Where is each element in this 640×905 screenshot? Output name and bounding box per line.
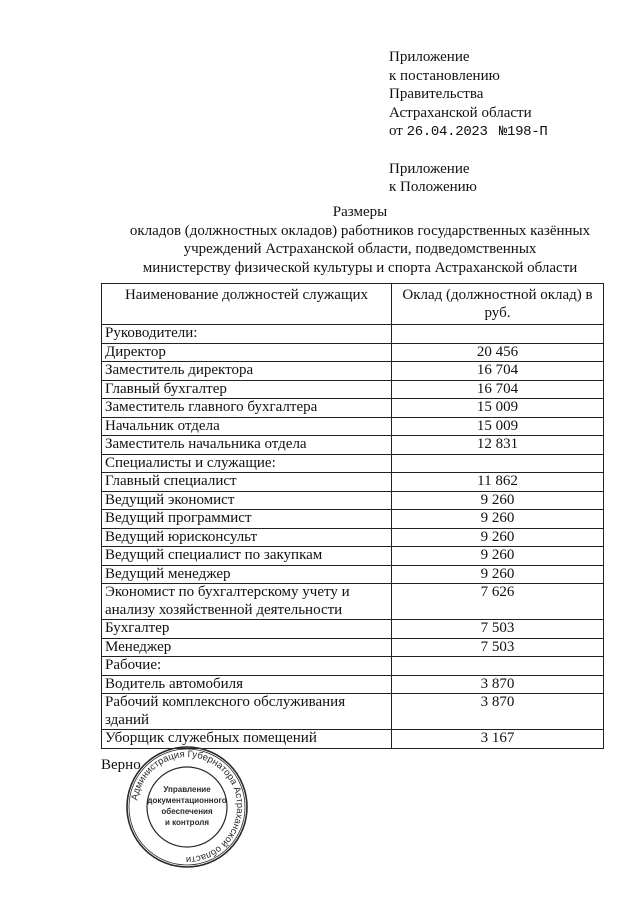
title-line-4: министерству физической культуры и спорта Астраханской области — [142, 259, 578, 276]
table-row — [102, 436, 604, 455]
salary-cell: 11 862 — [392, 473, 604, 492]
salary-cell: 20 456 — [392, 343, 604, 362]
appendix-block — [389, 48, 547, 197]
table-row — [102, 417, 604, 436]
appendix-line-6: Приложение — [389, 160, 470, 177]
salary-cell: 15 009 — [392, 417, 604, 436]
stamp-ring-text: Администрация Губернатора Астраханской области — [129, 748, 246, 866]
position-name-cell: Бухгалтер — [102, 620, 392, 639]
stamp-center-line-3: обеспечения — [161, 807, 213, 816]
salary-table — [101, 283, 604, 749]
table-row — [102, 657, 604, 676]
position-name-cell: Главный бухгалтер — [102, 380, 392, 399]
table-row — [102, 565, 604, 584]
position-name-cell: Ведущий экономист — [102, 491, 392, 510]
verno-label: Верно — [101, 757, 141, 773]
table-row — [102, 528, 604, 547]
position-name-cell: Заместитель главного бухгалтера — [102, 399, 392, 418]
appendix-date-line — [389, 122, 547, 142]
title-line-3: учреждений Астраханской области, подведомственных — [183, 241, 537, 257]
salary-cell: 16 704 — [392, 380, 604, 399]
table-row — [102, 380, 604, 399]
position-name-cell: Ведущий юрисконсульт — [102, 528, 392, 547]
salary-cell — [392, 454, 604, 473]
salary-cell: 16 704 — [392, 362, 604, 381]
table-row — [102, 343, 604, 362]
header-position: Наименование должностей служащих — [102, 284, 392, 325]
decree-date: 26.04.2023 — [406, 124, 488, 140]
document-title — [100, 203, 620, 277]
position-name-cell: Экономист по бухгалтерскому учету и анализу хозяйственной деятельности — [102, 584, 392, 620]
table-row — [102, 362, 604, 381]
salary-cell: 9 260 — [392, 547, 604, 566]
position-name-cell: Заместитель директора — [102, 362, 392, 381]
header-salary: Оклад (должностной оклад) в руб. — [392, 284, 604, 325]
salary-cell: 7 626 — [392, 584, 604, 620]
salary-cell: 7 503 — [392, 620, 604, 639]
table-row — [102, 584, 604, 620]
table-row — [102, 473, 604, 492]
table-row — [102, 491, 604, 510]
table-header-row — [102, 284, 604, 325]
position-name-cell: Рабочие: — [102, 657, 392, 676]
position-name-cell: Водитель автомобиля — [102, 675, 392, 694]
position-name-cell: Заместитель начальника отдела — [102, 436, 392, 455]
official-stamp — [125, 745, 249, 869]
table-row — [102, 694, 604, 730]
appendix-line-7: к Положению — [389, 179, 477, 195]
salary-cell — [392, 325, 604, 344]
position-name-cell: Рабочий комплексного обслуживания зданий — [102, 694, 392, 730]
salary-cell: 9 260 — [392, 565, 604, 584]
position-name-cell: Главный специалист — [102, 473, 392, 492]
stamp-center-line-4: и контроля — [165, 818, 209, 827]
salary-cell: 9 260 — [392, 510, 604, 529]
stamp-graphic — [125, 745, 249, 869]
appendix-line-4: Астраханской области — [389, 104, 532, 121]
salary-cell: 9 260 — [392, 491, 604, 510]
stamp-center-line-1: Управление — [163, 785, 211, 794]
salary-cell: 7 503 — [392, 638, 604, 657]
position-name-cell: Менеджер — [102, 638, 392, 657]
position-name-cell: Ведущий специалист по закупкам — [102, 547, 392, 566]
title-line-1: Размеры — [332, 204, 388, 220]
position-name-cell: Директор — [102, 343, 392, 362]
position-name-cell: Уборщик служебных помещений — [102, 730, 392, 749]
position-name-cell: Начальник отдела — [102, 417, 392, 436]
appendix-line-1: Приложение — [389, 49, 470, 65]
table-row — [102, 638, 604, 657]
salary-cell: 9 260 — [392, 528, 604, 547]
position-name-cell: Ведущий менеджер — [102, 565, 392, 584]
salary-cell: 12 831 — [392, 436, 604, 455]
date-prefix: от — [389, 123, 403, 139]
table-row — [102, 454, 604, 473]
position-name-cell: Специалисты и служащие: — [102, 454, 392, 473]
salary-cell: 3 870 — [392, 675, 604, 694]
salary-cell: 3 870 — [392, 694, 604, 730]
appendix-line-3: Правительства — [389, 86, 484, 102]
table-row — [102, 399, 604, 418]
salary-cell: 15 009 — [392, 399, 604, 418]
table-row — [102, 510, 604, 529]
position-name-cell: Руководители: — [102, 325, 392, 344]
table-row — [102, 675, 604, 694]
table-row — [102, 325, 604, 344]
salary-cell — [392, 657, 604, 676]
decree-number: №198-П — [498, 124, 548, 140]
appendix-line-2: к постановлению — [389, 67, 500, 84]
table-row — [102, 620, 604, 639]
stamp-center-line-2: документационного — [147, 796, 227, 805]
table-row — [102, 547, 604, 566]
title-line-2: окладов (должностных окладов) работников государственных казённых — [129, 222, 591, 239]
salary-cell: 3 167 — [392, 730, 604, 749]
position-name-cell: Ведущий программист — [102, 510, 392, 529]
